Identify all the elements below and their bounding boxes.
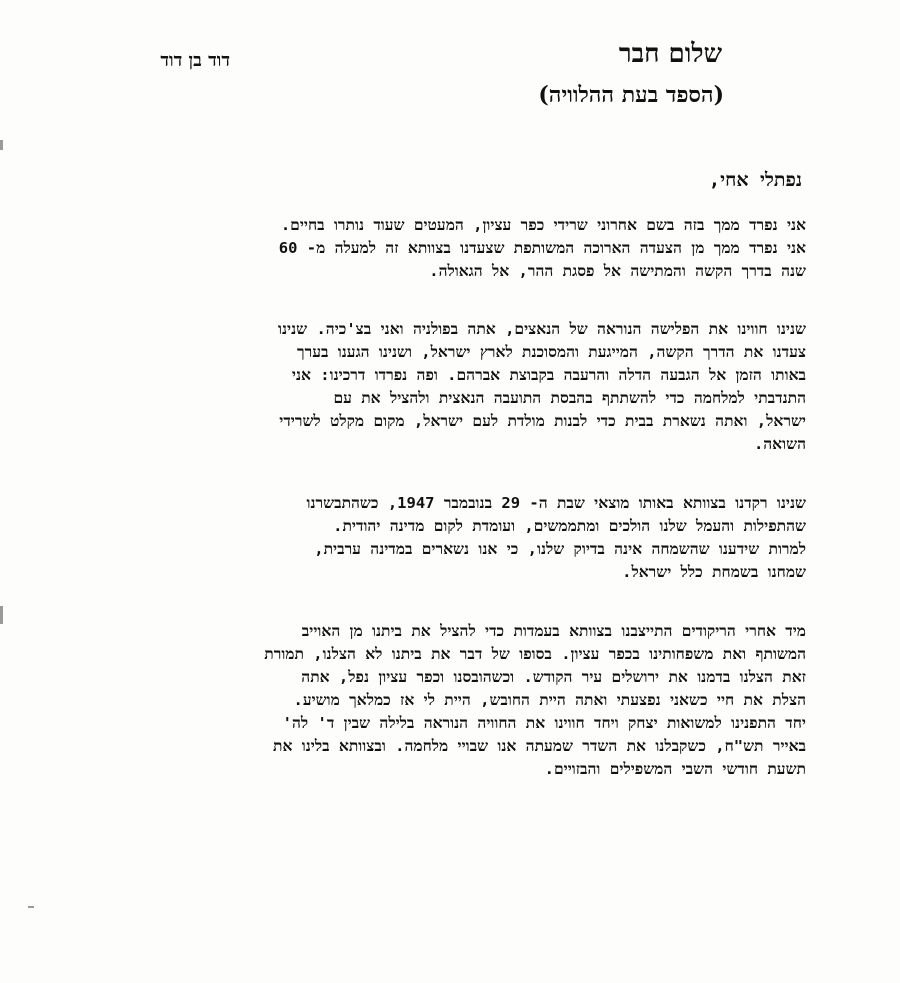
paragraph-line: תשעת חודשי השבי המשפילים והבזויים.	[544, 760, 806, 778]
scan-mark	[0, 606, 3, 624]
paragraph-line: באותו הזמן אל הגבעה הדלה והרעבה בקבוצת אברהם. ופה נפרדו דרכינו: אני	[291, 366, 806, 384]
document-title: שלום חבר	[618, 39, 722, 69]
paragraph-line: הצלת את חיי כשאני נפצעתי ואתה היית החובש, היית לי אז כמלאך מושיע.	[293, 691, 806, 709]
author-name: דוד בן דוד	[160, 50, 230, 71]
paragraph-line: התנדבתי למלחמה כדי להשתתף בהבסת התועבה הנאצית ולהציל את עם	[333, 389, 806, 407]
paragraph-line: שנה בדרך הקשה והמתישה אל פסגת ההר, אל הגאולה.	[429, 262, 806, 280]
paragraph-2	[78, 318, 806, 456]
paragraph-line: באייר תש"ח, כשקבלנו את השדר שמעתה אנו שבויי מלחמה. ובצוותא בלינו את	[273, 737, 806, 755]
paragraph-3	[78, 492, 806, 584]
paragraph-line: למרות שידענו שהשמחה אינה בדיוק שלנו, כי אנו נשארים במדינה ערבית,	[314, 540, 806, 558]
paragraph-line: יחד התפנינו למשואות יצחק ויחד חווינו את החוויה הנוראה בלילה שבין ד' לה'	[282, 714, 806, 732]
paragraph-line: צעדנו את הדרך הקשה, המייגעת והמסוכנת לארץ ישראל, ושנינו הגענו בערך	[296, 343, 806, 361]
paragraph-line: ישראל, ואתה נשארת בבית כדי לבנות מולדת לעם ישראל, מקום מקלט לשרידי	[279, 412, 806, 430]
document-subtitle: (הספד בעת ההלוויה)	[538, 82, 724, 108]
paragraph-line: שהתפילות והעמל שלנו הולכים ומתממשים, ועומדת לקום מדינה יהודית.	[333, 517, 806, 535]
paragraph-line: שמחנו בשמחת כלל ישראל.	[622, 563, 806, 581]
scan-mark	[0, 140, 3, 150]
scan-mark	[28, 906, 34, 908]
paragraph-line: המשותף ואת משפחותינו בכפר עציון. בסופו של דבר את ביתנו לא הצלנו, תמורת	[264, 645, 806, 663]
paragraph-line: שנינו חווינו את הפלישה הנוראה של הנאצים, אתה בפולניה ואני בצ'כיה. שנינו	[278, 320, 806, 338]
paragraph-line: אני נפרד ממך בזה בשם אחרוני שרידי כפר עציון, המעטים שעוד נותרו בחיים.	[280, 216, 806, 234]
paragraph-line: זאת הצלנו בדמנו את ירושלים עיר הקודש. וכשהובסנו וכפר עציון נפל, אתה	[301, 668, 806, 686]
salutation: נפתלי אחי,	[708, 169, 802, 191]
paragraph-1	[78, 214, 806, 283]
paragraph-line: שנינו רקדנו בצוותא באותו מוצאי שבת ה- 29 בנובמבר 1947, כשהתבשרנו	[306, 494, 806, 512]
paragraph-line: מיד אחרי הריקודים התייצבנו בצוותא בעמדות כדי להציל את ביתנו מן האוייב	[301, 622, 806, 640]
paragraph-4	[78, 620, 806, 781]
paragraph-line: השואה.	[753, 435, 806, 453]
paragraph-line: אני נפרד ממך מן הצעדה הארוכה המשותפת שצעדנו בצוותא זה למעלה מ- 60	[278, 239, 806, 257]
